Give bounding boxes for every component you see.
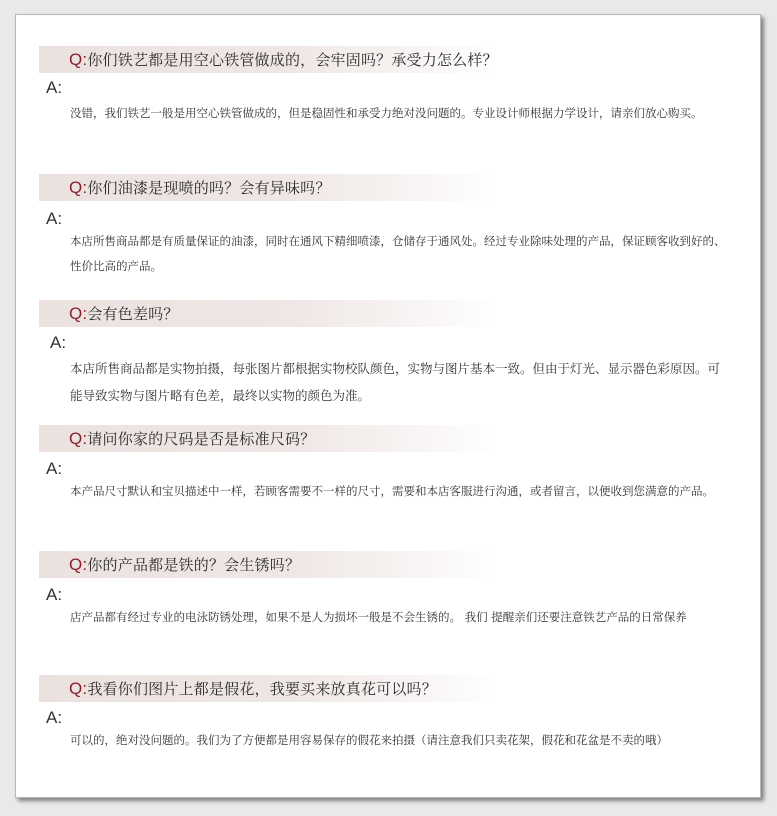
answer-text: 没错，我们铁艺一般是用空心铁管做成的，但是稳固性和承受力绝对没问题的。专业设计师根据力学设计，请亲们放心购买。: [70, 106, 703, 120]
question-row: [69, 303, 179, 324]
question-bar: [39, 675, 499, 702]
q-prefix: Q:: [69, 50, 88, 69]
question-bar: [39, 551, 499, 578]
question-bar: [39, 46, 499, 73]
question-text: 你的产品都是铁的？会生锈吗？: [87, 556, 301, 574]
question-bar: [39, 300, 499, 327]
q-prefix: Q:: [69, 679, 88, 698]
answer-text: 本店所售商品都是实物拍摄，每张图片都根据实物校队颜色，实物与图片基本一致。但由于灯光、显示器色彩原因。可能导致实物与图片略有色差，最终以实物的颜色为准。: [70, 361, 721, 403]
faq-panel: [15, 14, 761, 798]
a-prefix: A:: [46, 209, 63, 228]
question-row: [69, 678, 437, 699]
q-prefix: Q:: [69, 304, 88, 323]
answer-text: 可以的，绝对没问题的。我们为了方便都是用容易保存的假花来拍摄（请注意我们只卖花架，假花和花盆是不卖的哦）: [70, 733, 668, 747]
question-text: 会有色差吗？: [87, 305, 179, 323]
question-text: 你们油漆是现喷的吗？会有异味吗？: [87, 179, 331, 197]
question-text: 我看你们图片上都是假花，我要买来放真花可以吗？: [87, 680, 437, 698]
a-prefix: A:: [46, 78, 63, 97]
answer-text: 店产品都有经过专业的电泳防锈处理，如果不是人为损坏一般是不会生锈的。 我们 提醒亲们还要注意铁艺产品的日常保养: [70, 610, 687, 624]
question-row: [69, 554, 300, 575]
a-prefix: A:: [46, 459, 63, 478]
question-bar: [39, 174, 499, 201]
q-prefix: Q:: [69, 178, 88, 197]
question-text: 你们铁艺都是用空心铁管做成的，会牢固吗？承受力怎么样？: [87, 51, 498, 69]
answer-text: 本店所售商品都是有质量保证的油漆，同时在通风下精细喷漆，仓储存于通风处。经过专业除味处理的产品，保证顾客收到好的、性价比高的产品。: [70, 234, 726, 273]
q-prefix: Q:: [69, 429, 88, 448]
question-row: [69, 49, 498, 70]
a-prefix: A:: [50, 333, 67, 352]
a-prefix: A:: [46, 585, 63, 604]
question-row: [69, 428, 315, 449]
a-prefix: A:: [46, 708, 63, 727]
answer-text: 本产品尺寸默认和宝贝描述中一样，若顾客需要不一样的尺寸，需要和本店客服进行沟通，或者留言，以便收到您满意的产品。: [70, 484, 714, 498]
q-prefix: Q:: [69, 555, 88, 574]
question-row: [69, 177, 331, 198]
question-text: 请问你家的尺码是否是标准尺码？: [87, 430, 316, 448]
question-bar: [39, 425, 499, 452]
